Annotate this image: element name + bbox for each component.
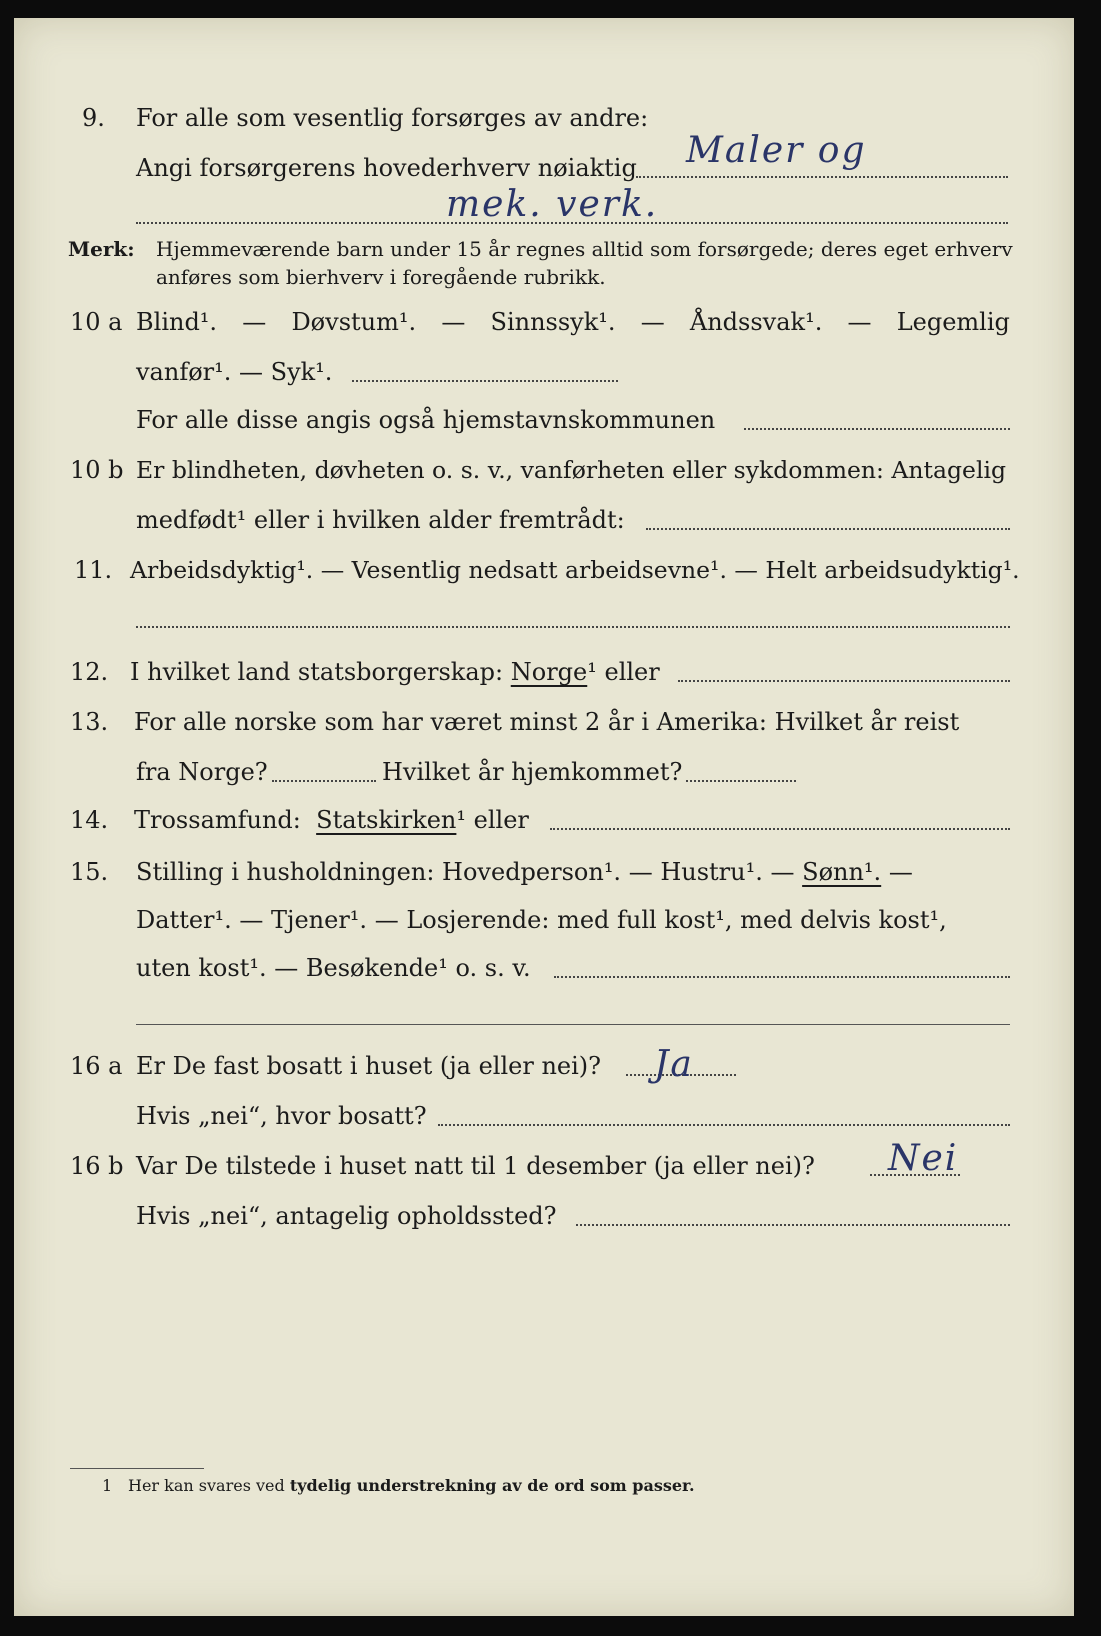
q10a-option-blind: Blind¹. bbox=[136, 308, 218, 336]
census-form-page bbox=[14, 18, 1074, 1616]
q9-line2: Angi forsørgerens hovederhverv nøiaktig bbox=[136, 154, 637, 182]
q11-line1: Arbeidsdyktig¹. — Vesentlig nedsatt arbeidsevne¹. — Helt arbeidsudyktig¹. bbox=[130, 556, 1020, 584]
q13-answer-reist[interactable] bbox=[272, 780, 376, 782]
footnote-marker: 1 bbox=[102, 1476, 113, 1495]
q16a-line1: Er De fast bosatt i huset (ja eller nei)? bbox=[136, 1052, 602, 1080]
q14-answer-line[interactable] bbox=[550, 828, 1010, 830]
q10b-line2: medfødt¹ eller i hvilken alder fremtrådt: bbox=[136, 506, 625, 534]
q14-post: ¹ eller bbox=[456, 806, 529, 834]
q10a-dash: — bbox=[441, 308, 466, 336]
q10b-line1: Er blindheten, døvheten o. s. v., vanførheten eller sykdommen: Antagelig bbox=[136, 456, 1007, 484]
q16b-line1: Var De tilstede i huset natt til 1 desember (ja eller nei)? bbox=[136, 1152, 815, 1180]
q12-label: I hvilket land statsborgerskap: bbox=[130, 658, 504, 686]
q9-handwritten-answer2: mek. verk. bbox=[446, 184, 659, 225]
q13-line2a: fra Norge? bbox=[136, 758, 268, 786]
q10a-answer-line2[interactable] bbox=[744, 428, 1010, 430]
q12-underlined-norge: Norge bbox=[510, 658, 588, 686]
q10a-dash: — bbox=[242, 308, 267, 336]
q11-number: 11. bbox=[74, 556, 113, 584]
q10a-option-andssvak: Åndssvak¹. bbox=[689, 308, 823, 336]
q12-post: ¹ eller bbox=[587, 658, 660, 686]
q9-handwritten-answer1: Maler og bbox=[686, 130, 867, 171]
q10a-number: 10 a bbox=[70, 308, 123, 336]
q16b-handwritten-answer: Nei bbox=[888, 1138, 959, 1179]
q15-answer-line1[interactable] bbox=[554, 976, 1010, 978]
q14-number: 14. bbox=[70, 806, 109, 834]
q16b-opholdssted-line[interactable] bbox=[576, 1224, 1010, 1226]
q10a-option-legemlig: Legemlig bbox=[896, 308, 1010, 336]
q9-number: 9. bbox=[82, 104, 105, 132]
q15-line2: Datter¹. — Tjener¹. — Losjerende: med full kost¹, med delvis kost¹, bbox=[136, 906, 947, 934]
q12-line bbox=[130, 658, 660, 686]
q14-line bbox=[134, 806, 529, 834]
q14-label: Trossamfund: bbox=[134, 806, 301, 834]
q10a-dash: — bbox=[847, 308, 872, 336]
q16a-bosatt-line[interactable] bbox=[438, 1124, 1010, 1126]
q15-answer-line2[interactable] bbox=[136, 1024, 1010, 1025]
footnote-bold: tydelig understrekning av de ord som passer. bbox=[289, 1476, 695, 1495]
q16a-handwritten-answer: Ja bbox=[654, 1044, 694, 1085]
q9-answer-line2[interactable] bbox=[136, 222, 1008, 224]
footnote-pre: Her kan svares ved bbox=[128, 1476, 285, 1495]
q16b-line2: Hvis „nei“, antagelig opholdssted? bbox=[136, 1202, 557, 1230]
footnote-rule bbox=[70, 1468, 204, 1469]
q15-underlined-sonn: Sønn¹. bbox=[802, 858, 882, 886]
q15-line1-post: — bbox=[888, 858, 913, 886]
merk-line2: anføres som bierhverv i foregående rubrikk. bbox=[156, 265, 606, 289]
q11-answer-line[interactable] bbox=[136, 626, 1010, 628]
q10a-option-sinnssyk: Sinnssyk¹. bbox=[490, 308, 616, 336]
q10a-line1 bbox=[136, 308, 1010, 336]
q10a-line3: For alle disse angis også hjemstavnskommunen bbox=[136, 406, 716, 434]
q13-number: 13. bbox=[70, 708, 109, 736]
q9-answer-line1[interactable] bbox=[636, 176, 1008, 178]
q10a-option-dovstum: Døvstum¹. bbox=[291, 308, 417, 336]
q15-line3: uten kost¹. — Besøkende¹ o. s. v. bbox=[136, 954, 531, 982]
q13-answer-hjemkommet[interactable] bbox=[686, 780, 796, 782]
q16a-line2: Hvis „nei“, hvor bosatt? bbox=[136, 1102, 427, 1130]
q15-line1-pre: Stilling i husholdningen: Hovedperson¹. — Hustru¹. — bbox=[136, 858, 795, 886]
q13-line2b: Hvilket år hjemkommet? bbox=[382, 758, 683, 786]
q10b-answer-line[interactable] bbox=[646, 528, 1010, 530]
q10a-dash: — bbox=[640, 308, 665, 336]
q10a-line2: vanfør¹. — Syk¹. bbox=[136, 358, 333, 386]
q9-line1: For alle som vesentlig forsørges av andre: bbox=[136, 104, 649, 132]
q14-underlined-statskirken: Statskirken bbox=[316, 806, 457, 834]
q10a-answer-line1[interactable] bbox=[352, 380, 618, 382]
q16b-number: 16 b bbox=[70, 1152, 124, 1180]
footnote-text bbox=[128, 1476, 695, 1496]
q12-answer-line[interactable] bbox=[678, 680, 1010, 682]
q15-line1 bbox=[136, 858, 913, 886]
q12-number: 12. bbox=[70, 658, 109, 686]
q10b-number: 10 b bbox=[70, 456, 124, 484]
q15-number: 15. bbox=[70, 858, 109, 886]
merk-label: Merk: bbox=[68, 237, 135, 261]
q16a-number: 16 a bbox=[70, 1052, 123, 1080]
merk-line1: Hjemmeværende barn under 15 år regnes alltid som forsørgede; deres eget erhverv bbox=[156, 237, 1013, 261]
q13-line1: For alle norske som har været minst 2 år i Amerika: Hvilket år reist bbox=[134, 708, 960, 736]
